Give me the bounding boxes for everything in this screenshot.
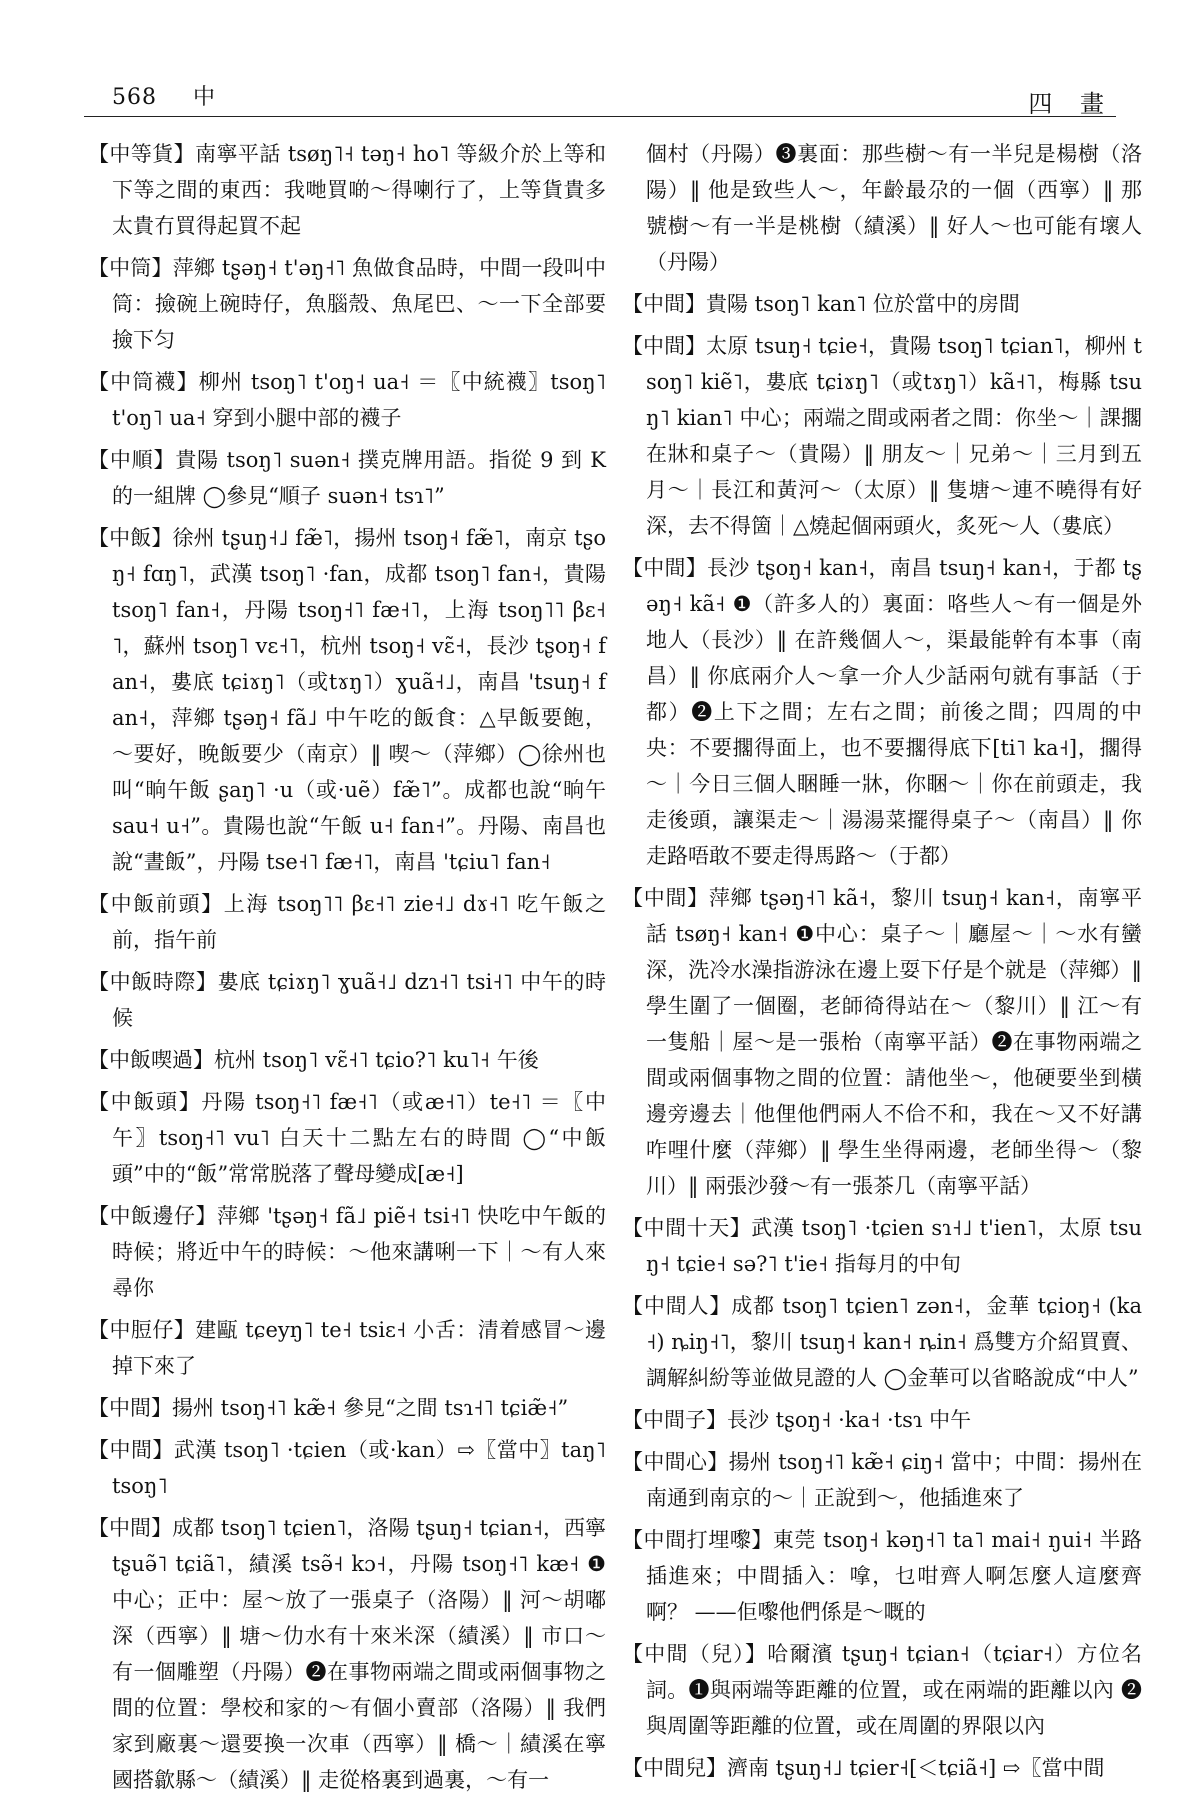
dictionary-entry: 【中間】貴陽 tsoŋ˥ kan˥ 位於當中的房間	[622, 292, 1020, 316]
page-number: 568	[112, 85, 157, 110]
header-rule	[84, 116, 1116, 117]
dictionary-entry: 【中飯邊仔】萍鄉 'tʂəŋ˧ fã˩ piẽ˧ tsi˧˥ 快吃中午飯的時候；將近中午的時候：～他來講唎一下｜～有人來尋你	[88, 1204, 606, 1300]
dictionary-entry: 【中飯喫過】杭州 tsoŋ˥ vɛ̃˧˥ tɕio?˥ ku˥˧ 午後	[88, 1048, 539, 1072]
dictionary-entry: 【中間人】成都 tsoŋ˥ tɕien˥ zən˧，金華 tɕioŋ˧ (ka˧) ȵiŋ˧˥，黎川 tsuŋ˧ kan˧ ȵin˧ 爲雙方介紹買賣、調解糾紛等並做見證的人 ◯金華可以省略說成“中人”	[622, 1294, 1142, 1390]
dictionary-entry: 【中飯前頭】上海 tsoŋ˥˥ βɛ˧˥ zie˧˩ dɤ˧˥ 吃午飯之前，指午前	[88, 892, 606, 952]
dictionary-entry: 【中筒】萍鄉 tʂəŋ˧ t'əŋ˧˥ 魚做食品時，中間一段叫中筒：撿碗上碗時仔，魚腦殼、魚尾巴、～一下全部要撿下匀	[88, 256, 606, 352]
dictionary-entry: 【中間】成都 tsoŋ˥ tɕien˥，洛陽 tʂuŋ˧ tɕian˧，西寧 tʂuə̃˥ tɕiã˥，績溪 tsə̃˧ kɔ˧，丹陽 tsoŋ˧˥ kæ˧ ❶中心；正中：屋～放了一張桌子（洛陽）‖ 河～胡嘟深（西寧）‖ 塘～仂水有十來米深（績溪）‖ 市口～有一個雕塑（丹陽）❷在事物兩端之間或兩個事物之間的位置：學校和家的～有個小賣部（洛陽）‖ 我們家到廠裏～還要換一次車（西寧）‖ 橋～｜績溪在寧國搭歙縣～（績溪）‖ 走從格裏到過裏，～有一	[88, 1516, 606, 1792]
header-radical: 中	[193, 85, 217, 110]
left-column	[88, 136, 606, 1804]
dictionary-entry-continuation: 個村（丹陽）❸裏面：那些樹～有一半兒是楊樹（洛陽）‖ 他是致些人～，年齡最尕的一個（西寧）‖ 那號樹～有一半是桃樹（績溪）‖ 好人～也可能有壞人（丹陽）	[646, 142, 1142, 274]
dictionary-entry: 【中飯時際】婁底 tɕiɤŋ˥ ɣuã˧˩ dzɿ˧˥ tsi˧˥ 中午的時候	[88, 970, 606, 1030]
dictionary-entry: 【中筒襪】柳州 tsoŋ˥ t'oŋ˧ ua˧ ＝〖中統襪〗tsoŋ˥ t'oŋ˥ ua˧ 穿到小腿中部的襪子	[88, 370, 606, 430]
dictionary-entry: 【中飯】徐州 tʂuŋ˧˩ fæ̃˥，揚州 tsoŋ˧ fæ̃˥，南京 tʂoŋ˧ fɑŋ˥，武漢 tsoŋ˥ ·fan，成都 tsoŋ˥ fan˧，貴陽 tsoŋ˥ fan˧，丹陽 tsoŋ˧˥ fæ˧˥，上海 tsoŋ˥˥ βɛ˧˥，蘇州 tsoŋ˥ vɛ˧˥，杭州 tsoŋ˧ vɛ̃˧，長沙 tʂoŋ˧ fan˧，婁底 tɕiɤŋ˥（或tɤŋ˥）ɣuã˧˩，南昌 'tsuŋ˧ fan˧，萍鄉 tʂəŋ˧ fã˩ 中午吃的飯食：△早飯要飽，～要好，晚飯要少（南京）‖ 喫～（萍鄉）◯徐州也叫“晌午飯 ʂaŋ˥ ·u（或·uẽ）fæ̃˥”。成都也說“晌午 sau˧ u˧”。貴陽也說“午飯 u˧ fan˧”。丹陽、南昌也說“晝飯”，丹陽 tse˧˥ fæ˧˥，南昌 'tɕiu˥ fan˧	[88, 526, 606, 874]
dictionary-entry: 【中飯頭】丹陽 tsoŋ˧˥ fæ˧˥（或æ˧˥）te˧˥ ＝〖中午〗tsoŋ˧˥ vu˥ 白天十二點左右的時間 ◯“中飯頭”中的“飯”常常脱落了聲母變成[æ˧]	[88, 1090, 606, 1186]
dictionary-entry: 【中間十天】武漢 tsoŋ˥ ·tɕien sɿ˧˩ t'ien˥，太原 tsuŋ˧ tɕie˧ sə?˥ t'ie˧ 指每月的中旬	[622, 1216, 1142, 1276]
running-header-left	[112, 80, 216, 111]
dictionary-entry: 【中間子】長沙 tʂoŋ˧ ·ka˧ ·tsɿ 中午	[622, 1408, 972, 1432]
dictionary-entry: 【中間】長沙 tʂoŋ˧ kan˧，南昌 tsuŋ˧ kan˧，于都 tʂəŋ˧ kã˧ ❶（許多人的）裏面：咯些人～有一個是外地人（長沙）‖ 在許幾個人～，渠最能幹有本事（南昌）‖ 你底兩介人～拿一介人少話兩句就有事話（于都）❷上下之間；左右之間；前後之間；四周的中央：不要擱得面上，也不要擱得底下[ti˥ ka˧]，擱得～｜今日三個人睏睡一牀，你睏～｜你在前頭走，我走後頭，讓渠走～｜湯湯菜擺得桌子～（南昌）‖ 你走路唔敢不要走得馬路～（于都）	[622, 556, 1142, 868]
dictionary-entry: 【中等貨】南寧平話 tsøŋ˥˧ təŋ˧ ho˥ 等級介於上等和下等之間的東西：我哋買啲～得喇行了，上等貨貴多太貴冇買得起買不起	[88, 142, 606, 238]
dictionary-entry: 【中順】貴陽 tsoŋ˥ suən˧ 撲克牌用語。指從 9 到 K 的一組牌 ◯參見“順子 suən˧ tsɿ˥”	[88, 448, 606, 508]
dictionary-entry: 【中間】萍鄉 tʂəŋ˧˥ kã˧，黎川 tsuŋ˧ kan˧，南寧平話 tsøŋ˧ kan˧ ❶中心：桌子～｜廳屋～｜～水有蠻深，洗冷水澡指游泳在邊上耍下仔是个就是（萍鄉）‖ 學生圍了一個圈，老師徛得站在～（黎川）‖ 江～有一隻船｜屋～是一張枱（南寧平話）❷在事物兩端之間或兩個事物之間的位置：請他坐～，他硬要坐到橫邊旁邊去｜他俚他們兩人不佮不和，我在～又不好講咋哩什麼（萍鄉）‖ 學生坐得兩邊，老師坐得～（黎川）‖ 兩張沙發～有一張茶几（南寧平話）	[622, 886, 1142, 1198]
dictionary-entry: 【中間兒】濟南 tʂuŋ˧˩ tɕier˧[＜tɕiã˧] ⇨〖當中間	[622, 1756, 1105, 1780]
dictionary-entry: 【中間】太原 tsuŋ˧ tɕie˧，貴陽 tsoŋ˥ tɕian˥，柳州 tsoŋ˥ kiẽ˥，婁底 tɕiɤŋ˥（或tɤŋ˥）kã˧˥，梅縣 tsuŋ˥ kian˥ 中心；兩端之間或兩者之間：你坐～｜課擱在牀和桌子～（貴陽）‖ 朋友～｜兄弟～｜三月到五月～｜長江和黃河～（太原）‖ 隻塘～連不曉得有好深，去不得箇｜△燒起個兩頭火，炙死～人（婁底）	[622, 334, 1142, 538]
dictionary-entry: 【中間打埋嚟】東莞 tsoŋ˧ kəŋ˧˥ ta˥ mai˧ ŋui˧ 半路插進來；中間插入：嗱，乜咁齊人啊怎麼人這麼齊啊？ ——佢嚟他們係是～嘅的	[622, 1528, 1142, 1624]
dictionary-entry: 【中脰仔】建甌 tɕeyŋ˥ te˧ tsiɛ˧ 小舌：清着感冒～邊掉下來了	[88, 1318, 606, 1378]
dictionary-entry: 【中間】武漢 tsoŋ˥ ·tɕien（或·kan）⇨〖當中〗taŋ˥ tsoŋ˥	[88, 1438, 606, 1498]
dictionary-entry: 【中間】揚州 tsoŋ˧˥ kæ̃˧ 參見“之間 tsɿ˧˥ tɕiæ̃˧”	[88, 1396, 569, 1420]
right-column	[622, 136, 1142, 1792]
section-title: 四 畫	[1028, 90, 1114, 118]
dictionary-entry: 【中間心】揚州 tsoŋ˧˥ kæ̃˧ ɕiŋ˧ 當中；中間：揚州在南通到南京的～｜正說到～，他插進來了	[622, 1450, 1142, 1510]
dictionary-entry: 【中間（兒）】哈爾濱 tʂuŋ˧ tɕian˧（tɕiar˧）方位名詞。❶與兩端等距離的位置，或在兩端的距離以內 ❷與周圍等距離的位置，或在周圍的界限以內	[622, 1642, 1142, 1738]
